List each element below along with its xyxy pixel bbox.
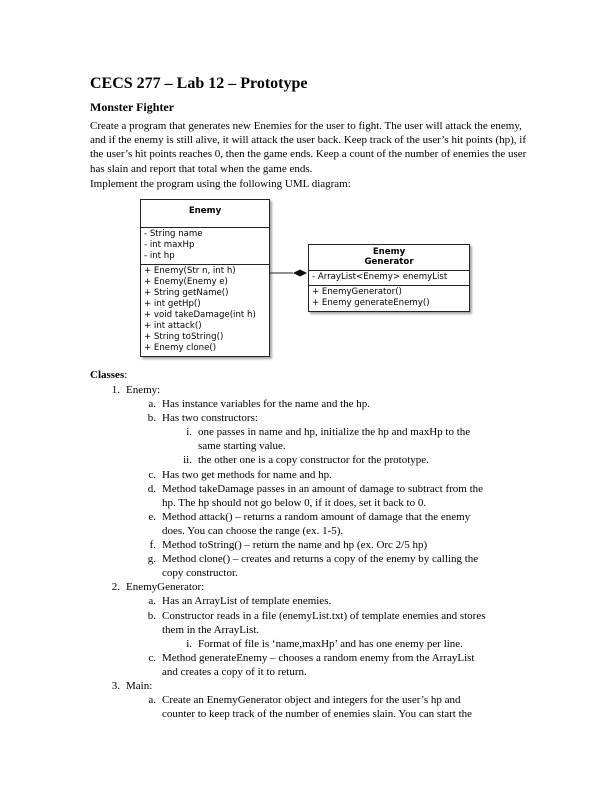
uml-method: + EnemyGenerator()	[312, 287, 402, 298]
list-item-continuation	[90, 665, 530, 679]
uml-enemy-fields	[141, 227, 269, 264]
list-item	[90, 538, 530, 552]
uml-class-enemy	[140, 199, 270, 357]
list-item	[90, 411, 530, 425]
uml-generator-fields	[309, 270, 469, 285]
list-marker: i.	[186, 426, 192, 439]
list-text: Main:	[126, 679, 153, 692]
list-item-continuation	[90, 439, 530, 453]
list-item-continuation	[90, 707, 530, 721]
uml-method: + int attack()	[144, 321, 202, 332]
list-text: Method attack() – returns a random amount of damage that the enemy	[162, 510, 471, 523]
classes-heading	[90, 368, 530, 382]
list-marker: a.	[148, 398, 156, 411]
list-text: Create an EnemyGenerator object and integers for the user’s hp and	[162, 694, 461, 707]
uml-generator-name-line2: Generator	[364, 257, 414, 268]
list-text: Constructor reads in a file (enemyList.txt) of template enemies and stores	[162, 609, 486, 622]
list-text: Method takeDamage passes in an amount of damage to subtract from the	[162, 482, 484, 495]
list-item	[90, 594, 530, 608]
uml-generator-name-line1: Enemy	[372, 247, 406, 258]
list-item	[90, 580, 530, 594]
list-text: counter to keep track of the number of enemies slain. You can start the	[162, 708, 473, 721]
uml-method: + String toString()	[144, 332, 224, 343]
list-item	[90, 679, 530, 693]
list-text: and creates a copy of it to return.	[162, 665, 307, 678]
list-marker: b.	[147, 609, 156, 622]
uml-field: - ArrayList<Enemy> enemyList	[312, 272, 448, 283]
uml-field: - int hp	[144, 251, 175, 262]
list-marker: c.	[148, 651, 156, 664]
list-item	[90, 609, 530, 623]
list-marker: b.	[147, 412, 156, 425]
list-item	[90, 468, 530, 482]
list-item	[90, 482, 530, 496]
list-text: Has two get methods for name and hp.	[162, 468, 332, 481]
list-marker: e.	[148, 510, 156, 523]
list-text: Enemy:	[126, 384, 161, 397]
intro-paragraph: Create a program that generates new Enemies for the user to fight. The user will attack the enemy, and if the enemy is still alive, it will attack the user back. Keep track of the user’s hit points (hp), if the user’s hit points reaches 0, then the game ends. Keep a count of the number of enemies the user has slain and report that total when the game ends.	[90, 120, 527, 175]
list-item	[90, 637, 530, 651]
list-item-continuation	[90, 524, 530, 538]
classes-colon: :	[124, 369, 128, 382]
list-marker: 3.	[111, 679, 120, 692]
list-marker: a.	[148, 595, 156, 608]
list-item-continuation	[90, 566, 530, 580]
list-item	[90, 383, 530, 397]
list-text: one passes in name and hp, initialize the hp and maxHp to the	[198, 426, 471, 439]
list-text: does. You can choose the range (ex. 1-5).	[162, 524, 344, 537]
list-text: Format of file is ‘name,maxHp’ and has one enemy per line.	[198, 637, 463, 650]
uml-method: + void takeDamage(int h)	[144, 310, 256, 321]
uml-method: + Enemy(Str n, int h)	[144, 266, 236, 277]
uml-enemy-methods	[141, 264, 269, 356]
uml-field: - int maxHp	[144, 240, 195, 251]
list-text: same starting value.	[198, 440, 286, 453]
list-marker: f.	[149, 539, 156, 552]
list-marker: i.	[186, 637, 192, 650]
list-text: hp. The hp should not go below 0, if it does, set it back to 0.	[162, 496, 427, 509]
list-item-continuation	[90, 496, 530, 510]
classes-list	[90, 383, 530, 721]
uml-generator-methods	[309, 285, 469, 311]
uml-method: + String getName()	[144, 288, 229, 299]
list-text: Has two constructors:	[162, 412, 258, 425]
list-item	[90, 453, 530, 467]
uml-diagram	[90, 195, 530, 360]
list-item	[90, 397, 530, 411]
document-subtitle: Monster Fighter	[90, 100, 175, 114]
uml-field: - String name	[144, 229, 203, 240]
implement-line: Implement the program using the following UML diagram:	[90, 177, 351, 190]
uml-class-enemy-generator	[308, 244, 470, 312]
list-item	[90, 510, 530, 524]
list-marker: g.	[147, 553, 156, 566]
list-marker: 1.	[111, 384, 120, 397]
list-text: Method toString() – return the name and hp (ex. Orc 2/5 hp)	[162, 539, 428, 552]
list-text: copy constructor.	[162, 567, 238, 580]
list-marker: a.	[148, 694, 156, 707]
list-marker: d.	[147, 482, 156, 495]
list-text: them in the ArrayList.	[162, 623, 260, 636]
list-text: Has instance variables for the name and the hp.	[162, 398, 371, 411]
list-item	[90, 425, 530, 439]
uml-method: + Enemy clone()	[144, 343, 217, 354]
list-item	[90, 693, 530, 707]
uml-method: + Enemy(Enemy e)	[144, 277, 228, 288]
uml-generator-name	[309, 245, 469, 270]
uml-method: + int getHp()	[144, 299, 201, 310]
classes-label: Classes	[90, 369, 125, 382]
uml-enemy-name: Enemy	[188, 206, 222, 217]
list-text: Method generateEnemy – chooses a random enemy from the ArrayList	[162, 651, 475, 664]
list-text: Has an ArrayList of template enemies.	[162, 595, 332, 608]
uml-composition-diamond-icon	[293, 270, 307, 277]
list-item	[90, 651, 530, 665]
list-item	[90, 552, 530, 566]
uml-composition-connector	[269, 268, 309, 278]
document-title: CECS 277 – Lab 12 – Prototype	[90, 75, 308, 92]
document-page	[90, 74, 530, 721]
list-marker: ii.	[183, 454, 192, 467]
uml-method: + Enemy generateEnemy()	[312, 298, 430, 309]
list-marker: c.	[148, 468, 156, 481]
list-marker: 2.	[111, 581, 120, 594]
list-text: Method clone() – creates and returns a copy of the enemy by calling the	[162, 553, 479, 566]
list-text: EnemyGenerator:	[126, 581, 205, 594]
list-text: the other one is a copy constructor for the prototype.	[198, 454, 429, 467]
list-item-continuation	[90, 623, 530, 637]
